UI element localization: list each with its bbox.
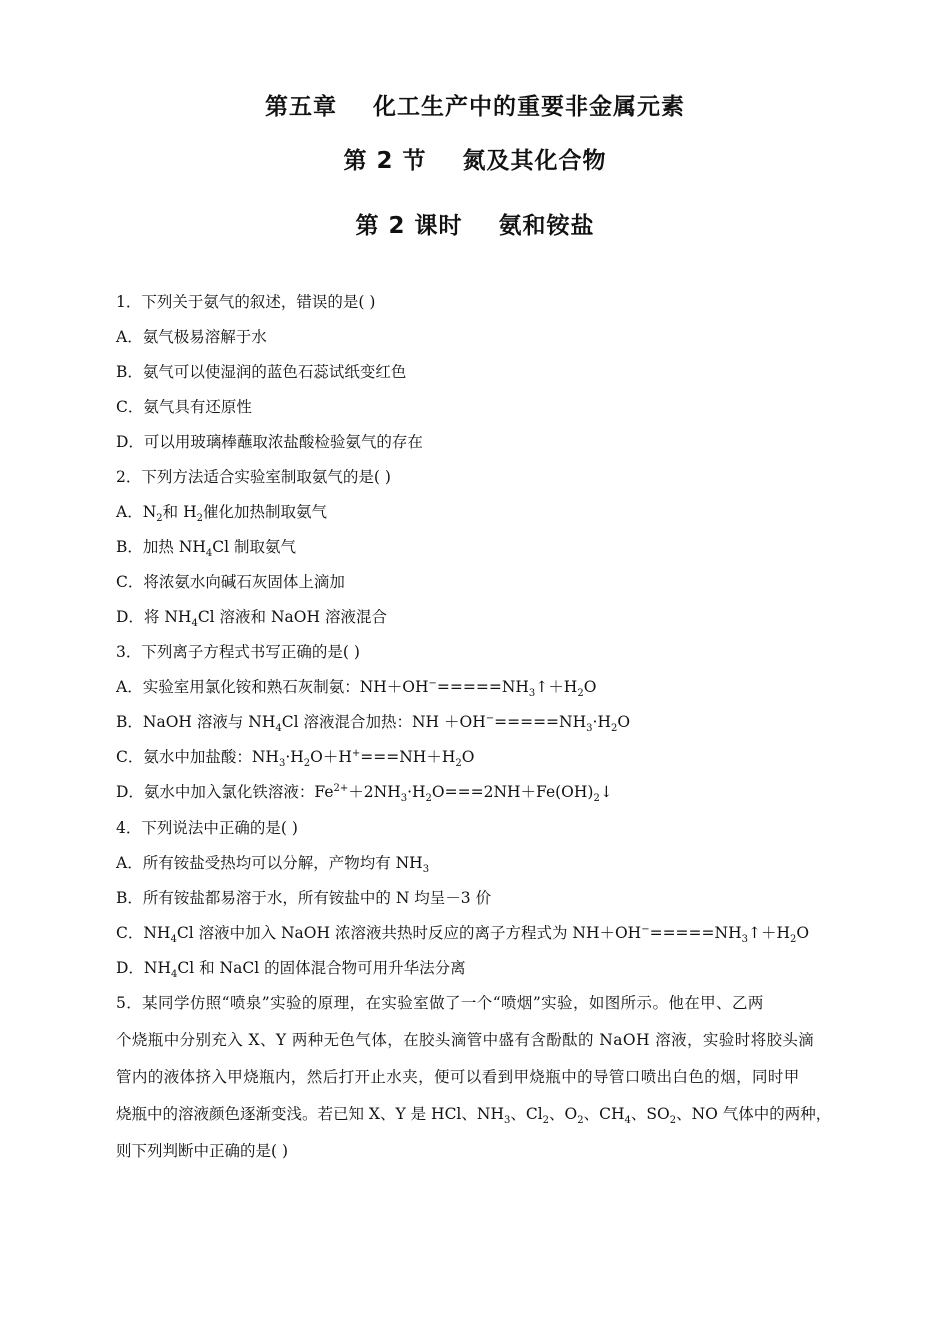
q2-option-a: A．$N_2$和 $H_2$催化加热制取氨气 bbox=[116, 503, 327, 525]
q5-line-5: 则下列判断中正确的是( ) bbox=[116, 1142, 289, 1160]
q5-line-2: 个烧瓶中分别充入 X、Y 两种无色气体，在胶头滴管中盛有含酚酞的 NaOH 溶液，实验时将胶头滴 bbox=[116, 1031, 815, 1049]
lesson-title: 第 2 课时 氨和铵盐 bbox=[355, 213, 595, 239]
q4-option-a: A．所有铵盐受热均可以分解，产物均有 $NH_3$ bbox=[116, 854, 430, 876]
chapter-title: 第五章 化工生产中的重要非金属元素 bbox=[264, 94, 686, 120]
q1-stem: 1．下列关于氨气的叙述，错误的是( ) bbox=[116, 293, 376, 311]
q2-option-b: B．加热 $NH_4Cl$ 制取氨气 bbox=[116, 538, 297, 560]
q4-option-b: B．所有铵盐都易溶于水，所有铵盐中的 N 均呈－3 价 bbox=[116, 889, 492, 907]
q3-option-b: B．NaOH 溶液与 $NH_4Cl$ 溶液混合加热：NH $+OH^-=====NH_3\cdot H_2O$ bbox=[116, 712, 631, 735]
q4-option-d: D．$NH_4Cl$ 和 NaCl 的固体混合物可用升华法分离 bbox=[116, 959, 466, 981]
q3-stem: 3．下列离子方程式书写正确的是( ) bbox=[116, 643, 360, 661]
q5-line-4: 烧瓶中的溶液颜色逐渐变浅。若已知 X、Y 是 HCl、$NH_3$、$Cl_2$、$O_2$、$CH_4$、$SO_2$、NO 气体中的两种， bbox=[116, 1105, 832, 1127]
q1-option-d: D．可以用玻璃棒蘸取浓盐酸检验氨气的存在 bbox=[116, 433, 423, 451]
q3-option-c: C．氨水中加盐酸：$NH_3\cdot H_2O+H^+===NH+H_2O$ bbox=[116, 747, 475, 770]
q3-option-a: A．实验室用氯化铵和熟石灰制氨：$NH+OH^-=====NH_3↑+H_2O$ bbox=[116, 677, 597, 700]
q2-stem: 2．下列方法适合实验室制取氨气的是( ) bbox=[116, 468, 391, 486]
q2-option-c: C．将浓氨水向碱石灰固体上滴加 bbox=[116, 573, 345, 591]
q1-option-c: C．氨气具有还原性 bbox=[116, 398, 252, 416]
q2-option-d: D．将 $NH_4Cl$ 溶液和 NaOH 溶液混合 bbox=[116, 608, 387, 630]
q5-line-1: 5．某同学仿照“喷泉”实验的原理，在实验室做了一个“喷烟”实验，如图所示。他在甲、乙两 bbox=[116, 994, 764, 1012]
q5-line-3: 管内的液体挤入甲烧瓶内，然后打开止水夹，便可以看到甲烧瓶中的导管口喷出白色的烟，同时甲 bbox=[116, 1068, 800, 1086]
section-title: 第 2 节 氮及其化合物 bbox=[343, 148, 607, 174]
q4-stem: 4．下列说法中正确的是( ) bbox=[116, 819, 298, 837]
q3-option-d: D．氨水中加入氯化铁溶液：$Fe^{2+}+2NH_3\cdot H_2O===2NH+Fe(OH)_2↓$ bbox=[116, 782, 613, 805]
q1-option-b: B．氨气可以使湿润的蓝色石蕊试纸变红色 bbox=[116, 363, 407, 381]
q4-option-c: C．$NH_4Cl$ 溶液中加入 NaOH 浓溶液共热时反应的离子方程式为 $NH+OH^-=====NH_3↑+H_2O$ bbox=[116, 923, 810, 946]
q1-option-a: A．氨气极易溶解于水 bbox=[116, 328, 267, 346]
